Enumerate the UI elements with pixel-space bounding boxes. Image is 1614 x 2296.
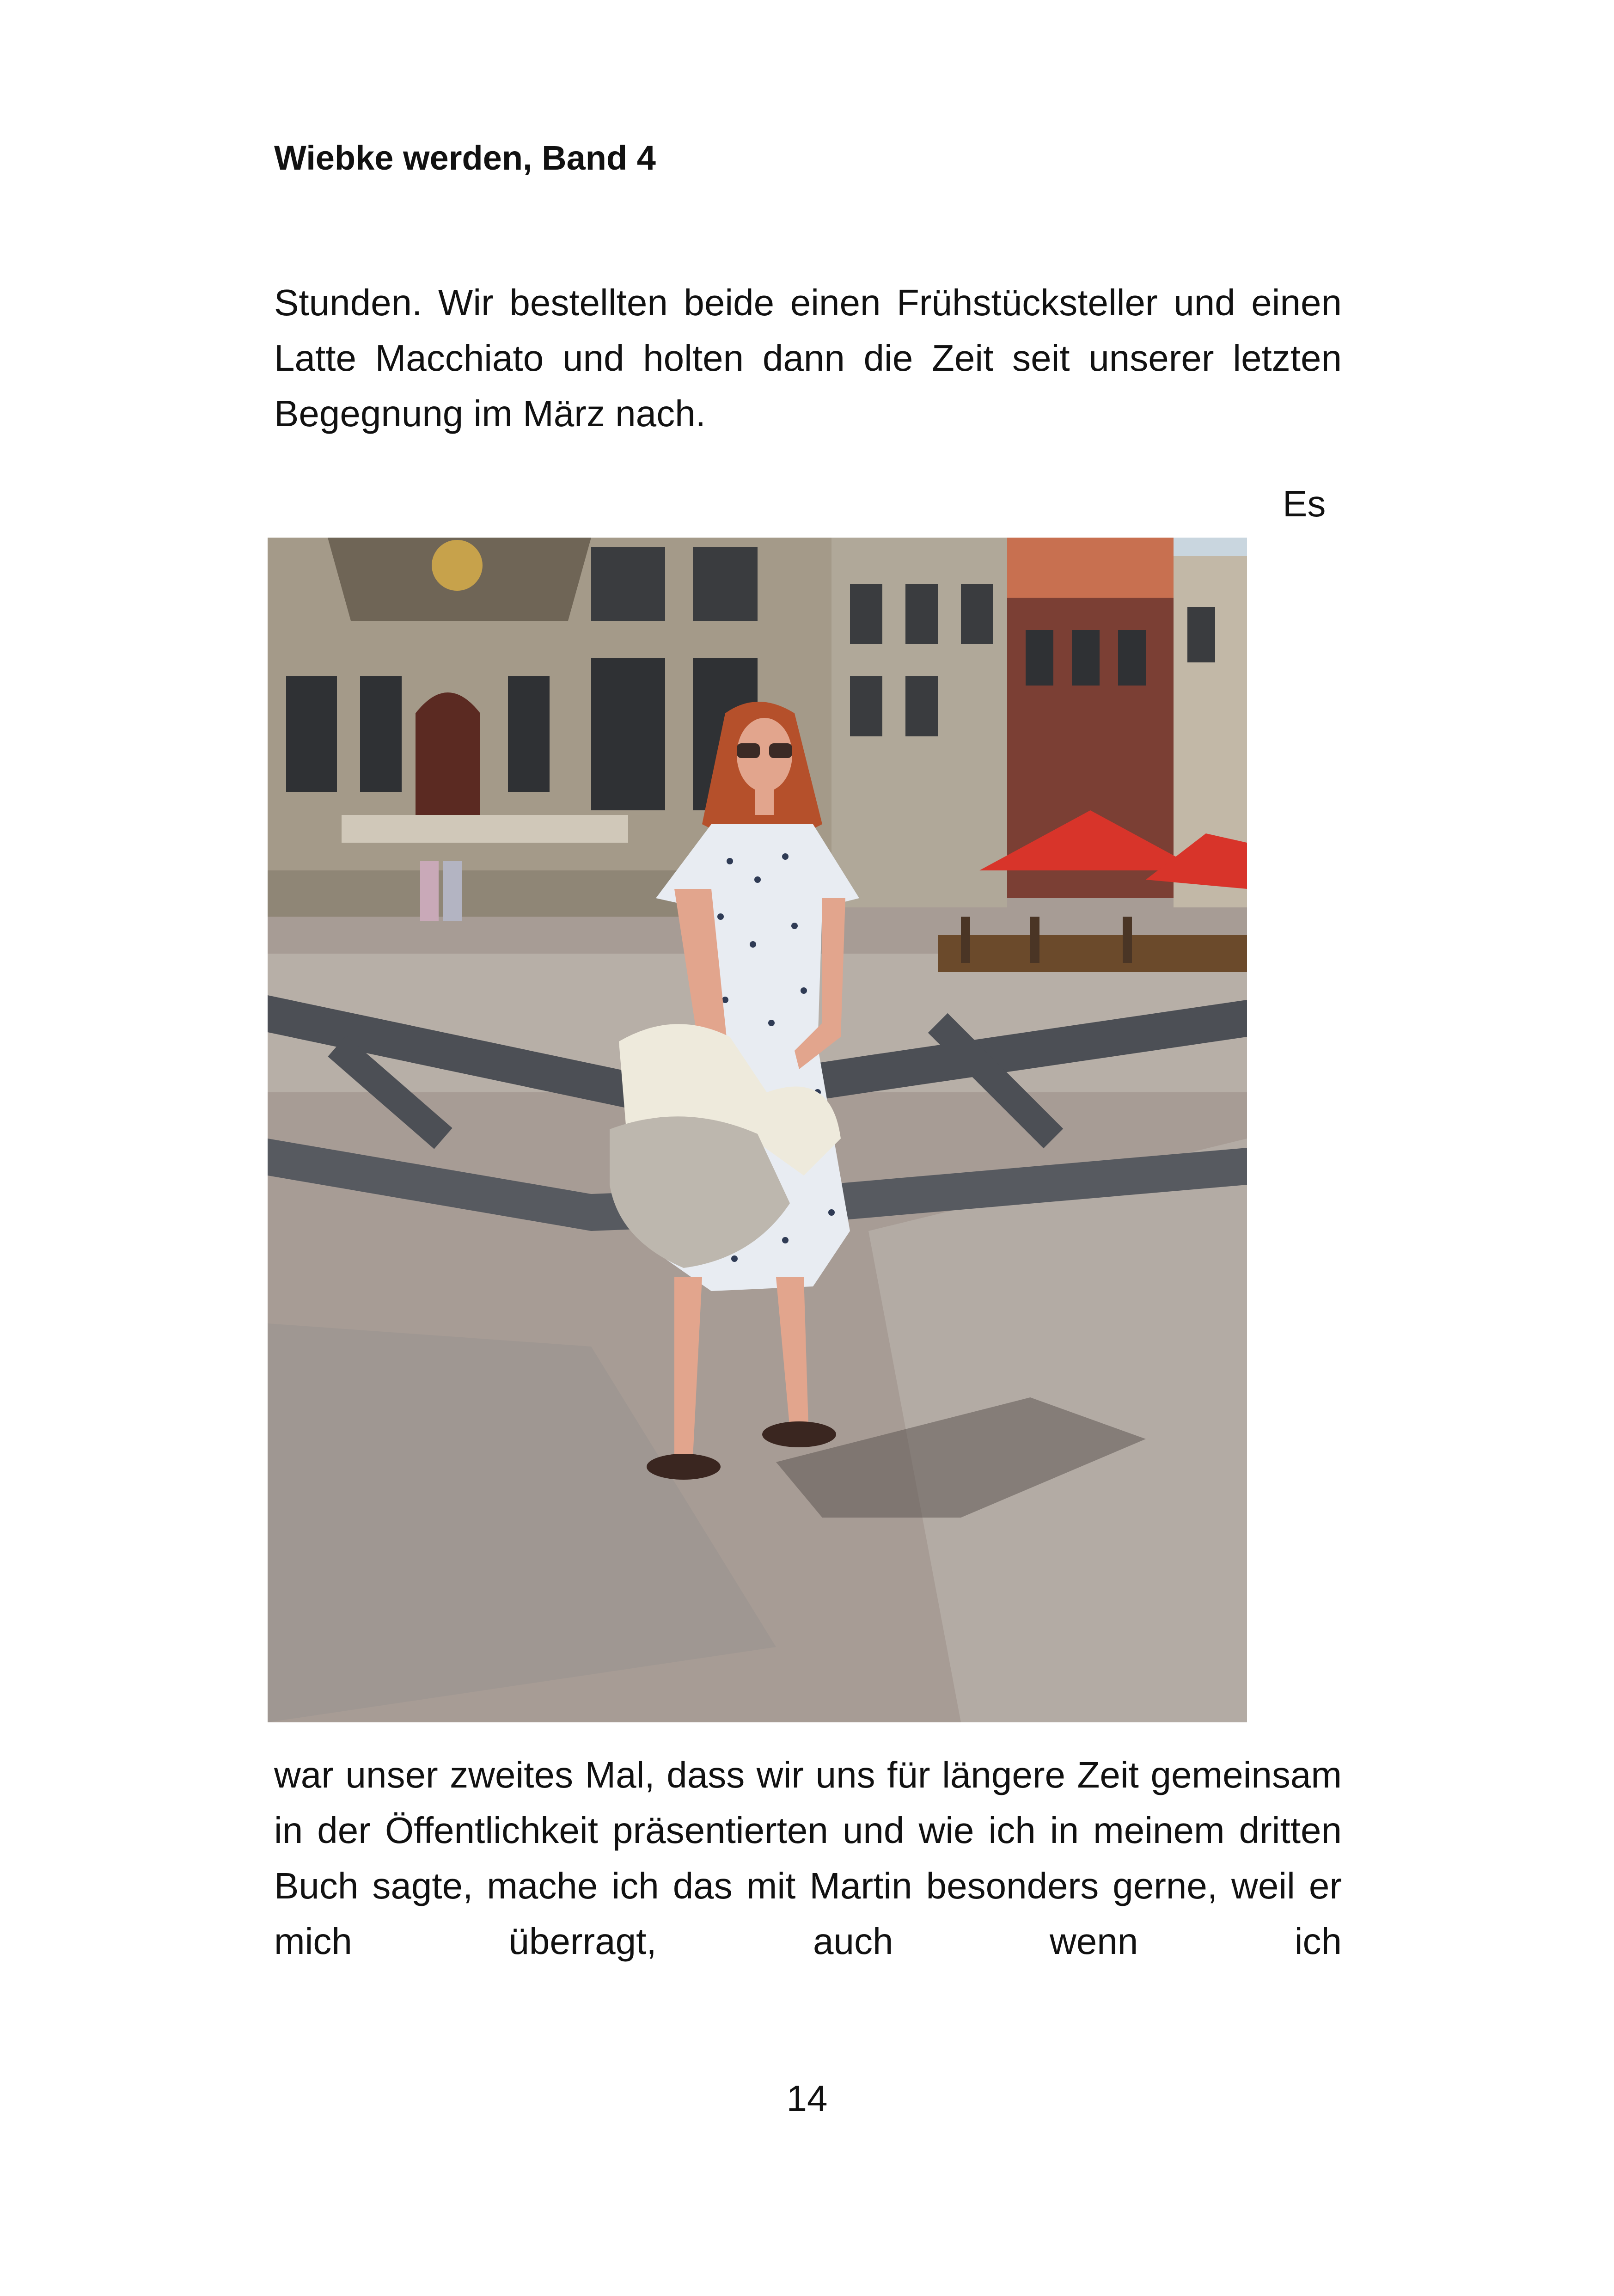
photo-woman-on-market-square <box>268 538 1247 1722</box>
paragraph-1: Stunden. Wir bestellten beide einen Frühstücksteller und einen Latte Macchiato und holten dann die Zeit seit unserer letzten Begegnung im März nach. <box>274 282 1342 434</box>
paragraph-2-start: Es <box>1283 483 1326 524</box>
paragraph-2-continued: war unser zweites Mal, dass wir uns für längere Zeit gemeinsam in der Öffentlichkeit präsentierten und wie ich in meinem dritten Buch sagte, mache ich das mit Martin besonders gerne, weil er mich überragt, auch wenn ich <box>274 1754 1342 1962</box>
page-number: 14 <box>786 2078 828 2119</box>
running-header: Wiebke werden, Band 4 <box>274 139 656 177</box>
